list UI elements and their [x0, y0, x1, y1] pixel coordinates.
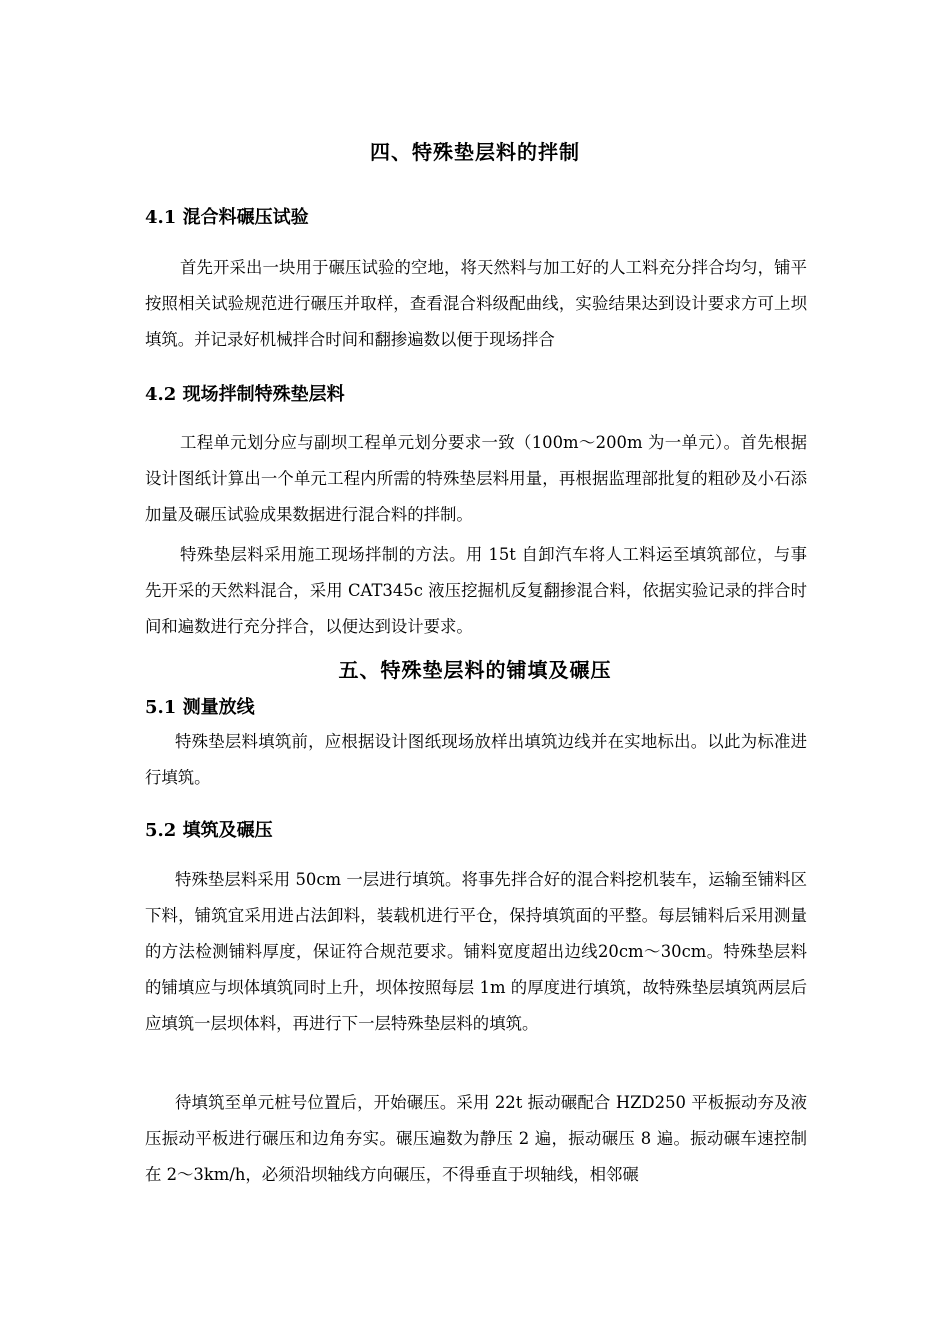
section-4-2-paragraph-1: 工程单元划分应与副坝工程单元划分要求一致（100m～200m 为一单元）。首先根据设计图纸计算出一个单元工程内所需的特殊垫层料用量，再根据监理部批复的粗砂及小石添加量及碾压试验成果数据进行混合料的拌制。 — [145, 433, 807, 524]
section-5-2-paragraph-1: 特殊垫层料采用 50cm 一层进行填筑。将事先拌合好的混合料挖机装车，运输至铺料区下料，铺筑宜采用进占法卸料，装载机进行平仓，保持填筑面的平整。每层铺料后采用测量的方法检测铺料厚度，保证符合规范要求。铺料宽度超出边线20cm～30cm。特殊垫层料的铺填应与坝体填筑同时上升，坝体按照每层 1m 的厚度进行填筑，故特殊垫层填筑两层后应填筑一层坝体料，再进行下一层特殊垫层料的填筑。 — [145, 870, 807, 1033]
section-5-2-heading: 5.2 填筑及碾压 — [145, 820, 273, 841]
section-5-2-paragraph-2: 待填筑至单元桩号位置后，开始碾压。采用 22t 振动碾配合 HZD250 平板振动夯及液压振动平板进行碾压和边角夯实。碾压遍数为静压 2 遍，振动碾压 8 遍。振动碾车速控制在 2～3km/h，必须沿坝轴线方向碾压，不得垂直于坝轴线，相邻碾 — [145, 1093, 807, 1184]
section-4-2-paragraph-2: 特殊垫层料采用施工现场拌制的方法。用 15t 自卸汽车将人工料运至填筑部位，与事先开采的天然料混合，采用 CAT345c 液压挖掘机反复翻掺混合料，依据实验记录的拌合时间和遍数进行充分拌合，以便达到设计要求。 — [145, 545, 807, 636]
section-4-title: 四、特殊垫层料的拌制 — [370, 140, 580, 164]
section-5-1-paragraph-1: 特殊垫层料填筑前，应根据设计图纸现场放样出填筑边线并在实地标出。以此为标准进行填筑。 — [145, 732, 807, 787]
section-5-title: 五、特殊垫层料的铺填及碾压 — [338, 658, 612, 682]
section-4-1-paragraph-1: 首先开采出一块用于碾压试验的空地，将天然料与加工好的人工料充分拌合均匀，铺平按照相关试验规范进行碾压并取样，查看混合料级配曲线，实验结果达到设计要求方可上坝填筑。并记录好机械拌合时间和翻掺遍数以便于现场拌合 — [145, 258, 807, 349]
section-5-1-heading: 5.1 测量放线 — [145, 697, 255, 718]
section-4-2-heading: 4.2 现场拌制特殊垫层料 — [145, 384, 345, 405]
section-4-1-heading: 4.1 混合料碾压试验 — [145, 207, 309, 228]
